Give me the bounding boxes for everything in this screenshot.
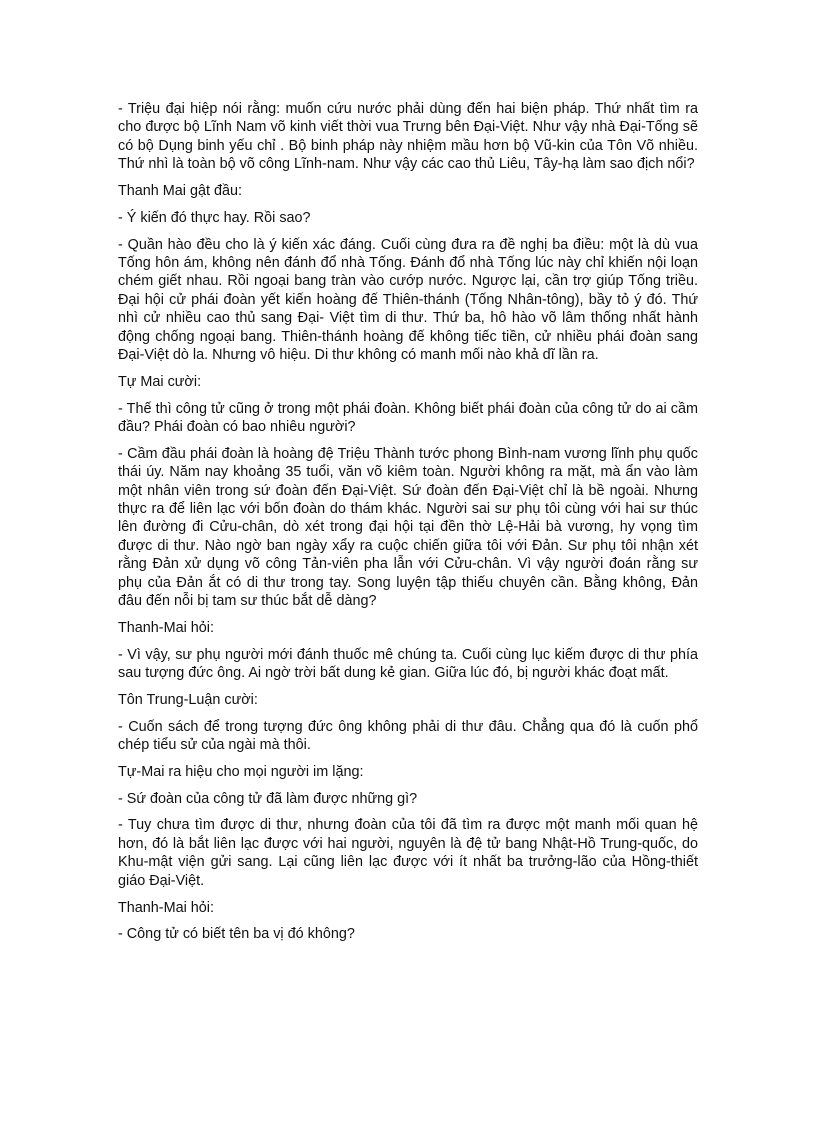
paragraph: - Vì vậy, sư phụ người mới đánh thuốc mê chúng ta. Cuối cùng lục kiếm được di thư phía sau tượng đức ông. Ai ngờ trời bất dung kẻ gian. Giữa lúc đó, bị người khác đoạt mất. [118,646,698,682]
paragraph: - Sứ đoàn của công tử đã làm được những gì? [118,790,418,807]
paragraph: - Ý kiến đó thực hay. Rồi sao? [118,209,311,226]
paragraph: Tự-Mai ra hiệu cho mọi người im lặng: [118,763,364,780]
paragraph: Thanh-Mai hỏi: [118,899,214,916]
paragraph: Thanh Mai gật đầu: [118,183,242,200]
paragraph: - Công tử có biết tên ba vị đó không? [118,926,355,943]
paragraph: - Triệu đại hiệp nói rằng: muốn cứu nước phải dùng đến hai biện pháp. Thứ nhất tìm ra cho được bộ Lĩnh Nam võ kinh viết thời vua Trưng bên Đại-Việt. Như vậy nhà Đại-Tống sẽ có bộ Dụng binh yếu chỉ . Bộ binh pháp này nhiệm mầu hơn bộ Vũ-kin của Tôn Võ nhiều. Thứ nhì là toàn bộ võ công Lĩnh-nam. Như vậy các cao thủ Liêu, Tây-hạ làm sao địch nổi? [118,101,698,173]
paragraph: - Tuy chưa tìm được di thư, nhưng đoàn của tôi đã tìm ra được một manh mối quan hệ hơn, đó là bắt liên lạc được với hai người, nguyên là đệ tử bang Nhật-Hồ Trung-quốc, do Khu-mật viện gửi sang. Lại cũng liên lạc được với ít nhất ba trưởng-lão của Hồng-thiết giáo Đại-Việt. [118,817,698,889]
paragraph: - Thế thì công tử cũng ở trong một phái đoàn. Không biết phái đoàn của công tử do ai cầm đầu? Phái đoàn có bao nhiêu người? [118,400,698,436]
paragraph: Tự Mai cười: [118,373,202,390]
paragraph: Thanh-Mai hỏi: [118,619,214,636]
paragraph: - Cầm đầu phái đoàn là hoàng đệ Triệu Thành tước phong Bình-nam vương lĩnh phụ quốc thái úy. Năm nay khoảng 35 tuổi, văn võ kiêm toàn. Người không ra mặt, mà ẩn vào làm một nhân viên trong sứ đoàn đến Đại-Việt. Sứ đoàn đến Đại-Việt chỉ là bề ngoài. Nhưng thực ra để liên lạc với bốn đoàn do thám khác. Người sai sư phụ tôi cùng với hai sư thúc lên đường đi Cửu-chân, dò xét trong đại hội tại đền thờ Lệ-Hải bà vương, hy vọng tìm được di thư. Nào ngờ ban ngày xẩy ra cuộc chiến giữa tôi với Đản. Sư phụ tôi nhận xét rằng Đản xử dụng võ công Tản-viên pha lẫn với Cửu-chân. Vì vậy người đoán rằng sư phụ của Đản ắt có di thư trong tay. Song luyện tập thiếu chuyên cần. Bằng không, Đản đâu đến nỗi bị tam sư thúc bắt dễ dàng? [118,445,698,610]
paragraph: - Cuốn sách để trong tượng đức ông không phải di thư đâu. Chẳng qua đó là cuốn phổ chép tiểu sử của ngài mà thôi. [118,718,698,754]
paragraph: - Quần hào đều cho là ý kiến xác đáng. Cuối cùng đưa ra đề nghị ba điều: một là dù vua Tống hôn ám, không nên đánh đổ nhà Tống. Đánh đổ nhà Tống lúc này chỉ khiến nội loạn chém giết nhau. Rồi ngoại bang tràn vào cướp nước. Ngược lại, cần trợ giúp Tống triều. Đại hội cử phái đoàn yết kiến hoàng đế Thiên-thánh (Tống Nhân-tông), bầy tỏ ý đó. Thứ nhì cử nhiều cao thủ sang Đại- Việt tìm di thư. Thứ ba, hô hào võ lâm thống nhất hành động chống ngoại bang. Thiên-thánh hoàng đế không tiếc tiền, cử nhiều phái đoàn sang Đại-Việt dò la. Nhưng vô hiệu. Di thư không có manh mối nào khả dĩ lần ra. [118,236,698,364]
document-page [118,100,698,952]
paragraph: Tôn Trung-Luận cười: [118,691,258,708]
